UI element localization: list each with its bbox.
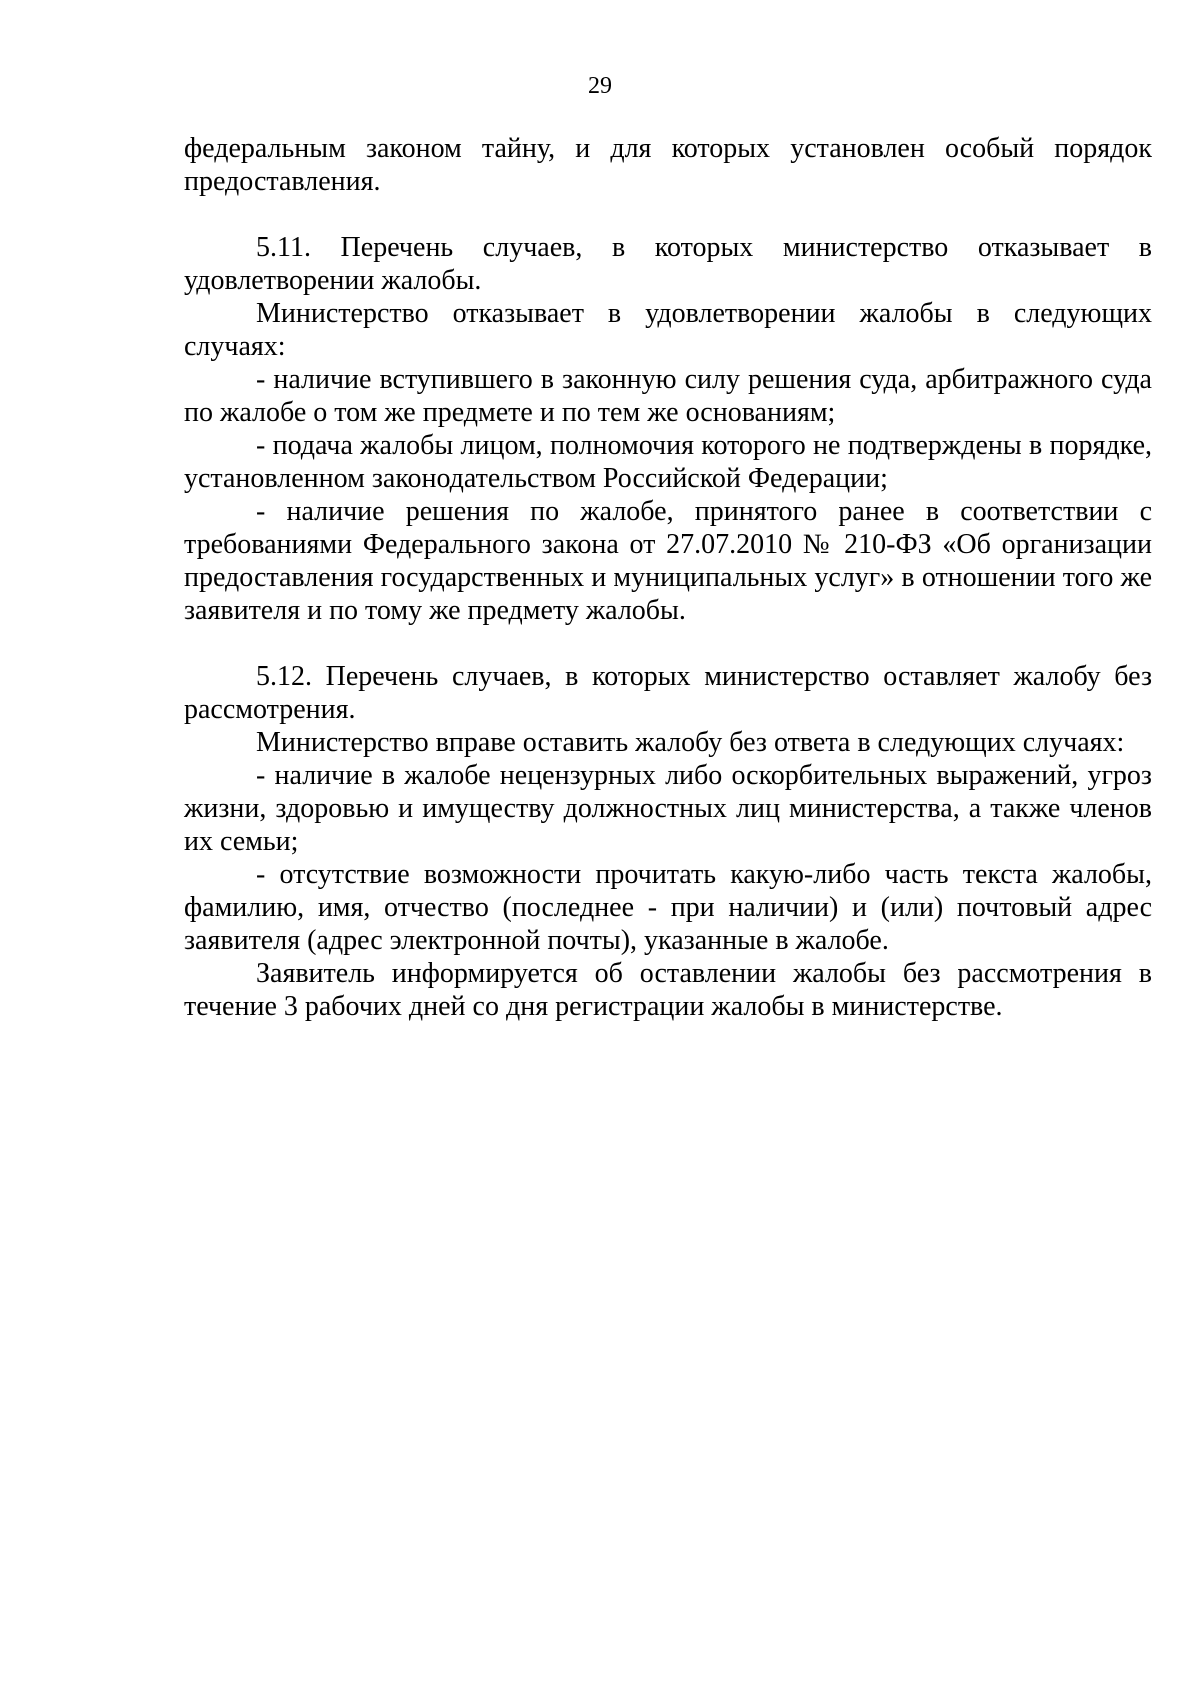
list-item: - наличие в жалобе нецензурных либо оскорбительных выражений, угроз жизни, здоровью и имуществу должностных лиц министерства, а также членов их семьи; <box>184 760 1152 857</box>
list-item: - отсутствие возможности прочитать какую-либо часть текста жалобы, фамилию, имя, отчество (последнее - при наличии) и (или) почтовый адрес заявителя (адрес электронной почты), указанные в жалобе. <box>184 859 1152 956</box>
list-item: - наличие решения по жалобе, принятого ранее в соответствии с требованиями Федерального закона от 27.07.2010 № 210-ФЗ «Об организации предоставления государственных и муниципальных услуг» в отношении того же заявителя и по тому же предмету жалобы. <box>184 496 1152 626</box>
section-heading-5-11: 5.11. Перечень случаев, в которых министерство отказывает в удовлетворении жалобы. <box>184 232 1152 296</box>
list-item: - подача жалобы лицом, полномочия которого не подтверждены в порядке, установленном законодательством Российской Федерации; <box>184 430 1152 494</box>
paragraph-continuation: федеральным законом тайну, и для которых установлен особый порядок предоставления. <box>184 133 1152 197</box>
document-body <box>184 132 1152 1023</box>
paragraph: Министерство отказывает в удовлетворении жалобы в следующих случаях: <box>184 298 1152 362</box>
section-heading-5-12: 5.12. Перечень случаев, в которых министерство оставляет жалобу без рассмотрения. <box>184 661 1152 725</box>
paragraph: Заявитель информируется об оставлении жалобы без рассмотрения в течение 3 рабочих дней со дня регистрации жалобы в министерстве. <box>184 958 1152 1022</box>
page-number: 29 <box>588 73 612 99</box>
list-item: - наличие вступившего в законную силу решения суда, арбитражного суда по жалобе о том же предмете и по тем же основаниям; <box>184 364 1152 428</box>
paragraph: Министерство вправе оставить жалобу без ответа в следующих случаях: <box>256 727 1125 758</box>
